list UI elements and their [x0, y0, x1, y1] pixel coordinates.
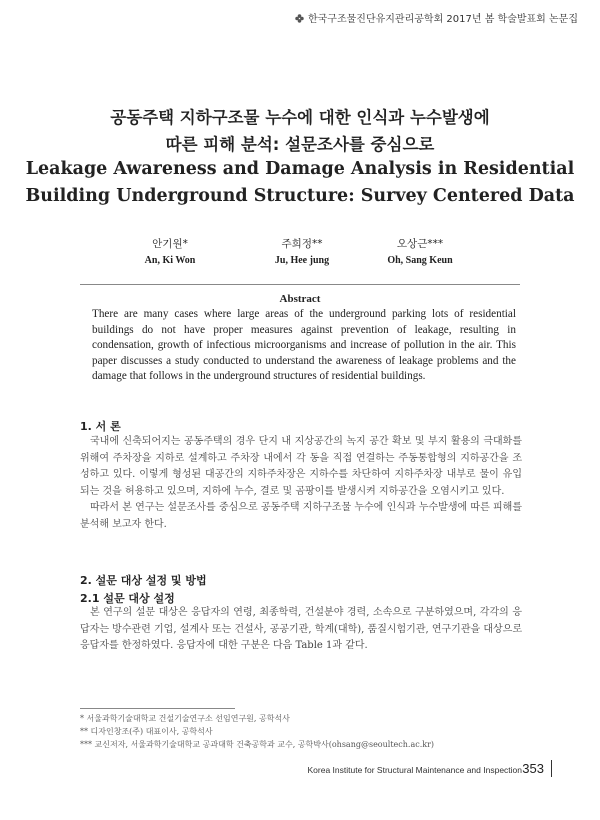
korean-title-line-1: 공동주택 지하구조물 누수에 대한 인식과 누수발생에: [110, 108, 490, 127]
abstract-text: There are many cases where large areas of the underground parking lots of residential buildings do not have proper measures against prevention of leakage, resulting in condensation, growth of infectious microorganisms and increase of pollution in the air. This paper discusses a study conducted to understand the awareness of leakage problems and the damage that follows in the underground structures of residential buildings.: [92, 308, 516, 382]
english-title-line-2: Building Underground Structure: Survey Centered Data: [25, 186, 575, 206]
footnote-1: * 서울과학기술대학교 건설기술연구소 선임연구원, 공학석사: [80, 714, 290, 723]
section-2-heading: 2. 설문 대상 설정 및 방법: [80, 574, 207, 587]
page-number-bar: [551, 760, 552, 777]
section-2-1-body: [80, 605, 522, 655]
section-1-paragraph-2: 따라서 본 연구는 설문조사를 중심으로 공동주택 지하구조물 누수에 인식과 누수발생에 따른 피해를 분석해 보고자 한다.: [80, 502, 522, 530]
footer-publisher: Korea Institute for Structural Maintenance and Inspection: [307, 765, 522, 775]
running-header: [295, 10, 578, 25]
header-text: 한국구조물진단유지관리공학회 2017년 봄 학술발표회 논문집: [307, 14, 578, 25]
footnote-3: *** 교신저자, 서울과학기술대학교 공과대학 건축공학과 교수, 공학박사(ohsang@seoultech.ac.kr): [80, 740, 435, 749]
section-1-body: [80, 434, 522, 533]
author-1-english-name: An, Ki Won: [144, 255, 196, 266]
footnote-divider: [80, 708, 235, 709]
author-3-korean-name: 오상근***: [396, 238, 444, 250]
author-1-korean-name: 안기원*: [152, 238, 188, 250]
section-2-1-paragraph-1: 본 연구의 설문 대상은 응답자의 연령, 최종학력, 건설분야 경력, 소속으로 구분하였으며, 각각의 응답자는 방수관련 기업, 설계사 또는 건설사, 공공기관, 학계(대학), 품질시험기관, 연구기관을 대상으로 응답자를 한정하였다. 응답자에 대한 구분은 다음 Table 1과 같다.: [80, 607, 522, 651]
korean-title-line-2: 따른 피해 분석: 설문조사를 중심으로: [165, 135, 435, 154]
author-divider: [80, 284, 520, 285]
section-1-paragraph-1: 국내에 신축되어지는 공동주택의 경우 단지 내 지상공간의 녹지 공간 확보 및 부지 활용의 극대화를 위해여 주차장을 지하로 설계하고 주차장 내에서 각 동을 직접 연결하는 주동통합형의 지하공간을 조성하고 있다. 이렇게 형성된 대공간의 지하주차장은 지하수를 차단하여 지하주차장 내부로 물이 유입되는 것을 허용하고 있으며, 지하에 누수, 결로 및 곰팡이를 발생시켜 지하공간을 오염시키고 있다.: [80, 436, 522, 497]
author-3: [350, 236, 490, 266]
page-number: 353: [522, 761, 544, 776]
author-2-english-name: Ju, Hee jung: [274, 255, 330, 266]
abstract-heading: Abstract: [279, 293, 321, 305]
section-1-heading: 1. 서 론: [80, 420, 121, 433]
author-2-korean-name: 주희정**: [281, 238, 323, 250]
section-2-1-heading: 2.1 설문 대상 설정: [80, 592, 175, 605]
author-3-english-name: Oh, Sang Keun: [387, 255, 453, 266]
footnote-2: ** 디자인창조(주) 대표이사, 공학석사: [80, 727, 213, 736]
flower-bullet-icon: [295, 14, 304, 23]
author-1: [100, 236, 240, 266]
english-title-line-1: Leakage Awareness and Damage Analysis in Residential: [25, 159, 575, 179]
